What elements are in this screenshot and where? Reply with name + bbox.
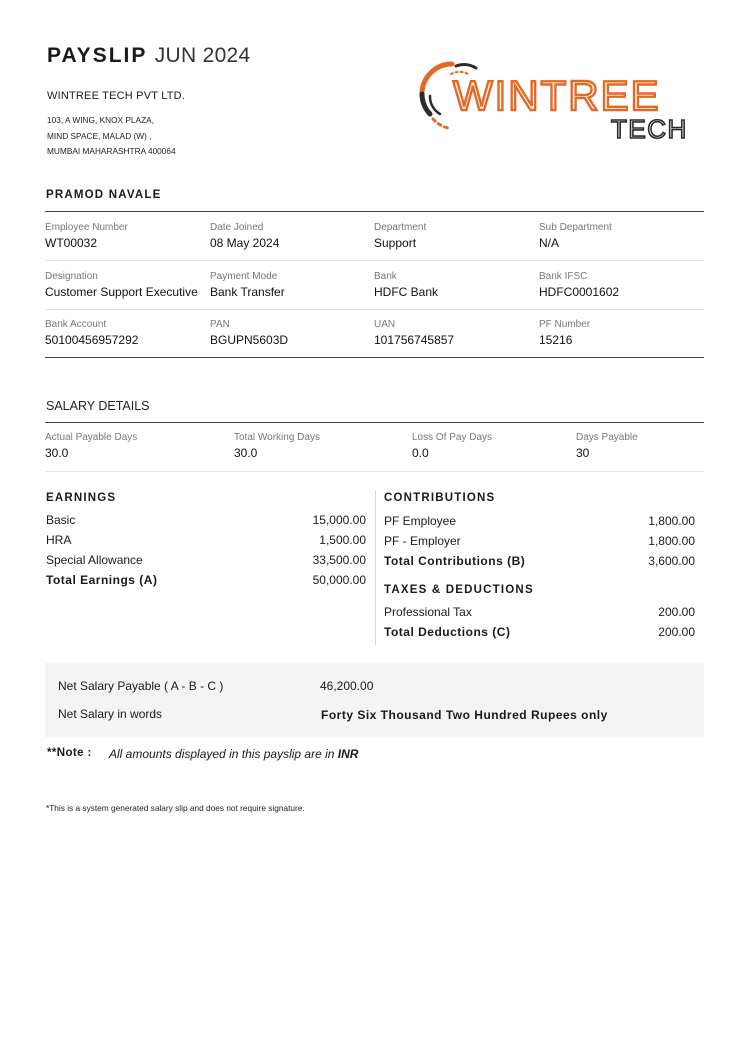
contribution-value-pf-employer: 1,800.00 (648, 534, 695, 548)
field-value: HDFC0001602 (539, 285, 620, 299)
field-label: Bank (374, 271, 397, 282)
field-value: WT00032 (45, 236, 98, 250)
field-pf-number (539, 319, 590, 347)
field-label: Actual Payable Days (45, 432, 138, 443)
earnings-title: EARNINGS (46, 492, 117, 504)
net-salary-box (45, 663, 704, 737)
field-label: PAN (210, 319, 230, 330)
field-pan (210, 319, 288, 347)
title-strong: PAYSLIP (47, 44, 148, 67)
deduction-value-professional-tax: 200.00 (658, 605, 695, 619)
divider (45, 260, 704, 261)
company-logo (418, 56, 708, 140)
field-value: Customer Support Executive (45, 285, 198, 299)
field-label: Loss Of Pay Days (412, 432, 493, 443)
total-earnings-value: 50,000.00 (312, 573, 366, 587)
earning-label-special: Special Allowance (46, 553, 143, 567)
field-value: 30.0 (45, 446, 69, 460)
field-department (374, 222, 426, 250)
footer-disclaimer: *This is a system generated salary slip and does not require signature. (46, 803, 305, 813)
title-month: JUN 2024 (154, 44, 251, 67)
field-value: 15216 (539, 333, 573, 347)
earning-value-special: 33,500.00 (312, 553, 366, 567)
field-value: 08 May 2024 (210, 236, 280, 250)
field-uan (374, 319, 454, 347)
field-label: Employee Number (45, 222, 128, 233)
field-label: Department (374, 222, 427, 233)
contribution-label-pf-employee: PF Employee (384, 514, 457, 528)
address-line-2: MIND SPACE, MALAD (W) , (47, 131, 152, 141)
field-bank (374, 271, 438, 299)
field-value: HDFC Bank (374, 285, 439, 299)
field-label: Designation (45, 271, 98, 282)
contribution-value-pf-employee: 1,800.00 (648, 514, 695, 528)
field-value: BGUPN5603D (210, 333, 289, 347)
employee-name: PRAMOD NAVALE (46, 189, 162, 201)
earning-value-basic: 15,000.00 (312, 513, 366, 527)
divider (45, 357, 704, 358)
field-actual-payable-days (45, 432, 137, 460)
field-value: 0.0 (412, 446, 429, 460)
contribution-label-pf-employer: PF - Employer (384, 534, 461, 548)
total-earnings-label: Total Earnings (A) (46, 573, 158, 587)
field-designation (45, 271, 198, 299)
note-body: All amounts displayed in this payslip are in (109, 747, 338, 761)
field-value: Support (374, 236, 417, 250)
field-sub-department (539, 222, 612, 250)
page-title (47, 44, 251, 68)
field-value: N/A (539, 236, 560, 250)
note-currency: INR (337, 747, 359, 761)
net-words-label: Net Salary in words (58, 707, 163, 721)
field-value: Bank Transfer (210, 285, 285, 299)
field-label: Days Payable (576, 432, 638, 443)
total-deductions-value: 200.00 (658, 625, 695, 639)
net-words-value: Forty Six Thousand Two Hundred Rupees only (321, 708, 608, 722)
total-contributions-value: 3,600.00 (648, 554, 695, 568)
field-label: Sub Department (539, 222, 612, 233)
logo-word: WINTREE (453, 72, 661, 119)
divider (45, 422, 704, 423)
divider (45, 211, 704, 212)
field-label: Payment Mode (210, 271, 278, 282)
net-payable-value: 46,200.00 (320, 679, 374, 693)
field-date-joined (210, 222, 279, 250)
logo-sub: TECH (611, 114, 688, 140)
field-total-working-days (234, 432, 320, 460)
field-value: 30.0 (234, 446, 258, 460)
field-label: Bank IFSC (539, 271, 588, 282)
company-name: WINTREE TECH PVT LTD. (47, 90, 186, 102)
field-loss-of-pay-days (412, 432, 492, 460)
divider (45, 471, 704, 472)
field-label: PF Number (539, 319, 591, 330)
field-bank-account (45, 319, 138, 347)
field-label: Total Working Days (234, 432, 320, 443)
field-value: 101756745857 (374, 333, 455, 347)
total-contributions-label: Total Contributions (B) (384, 554, 526, 568)
note-key: **Note : (47, 747, 92, 759)
field-label: Date Joined (210, 222, 264, 233)
field-employee-number (45, 222, 128, 250)
deduction-label-professional-tax: Professional Tax (384, 605, 472, 619)
field-value: 50100456957292 (45, 333, 139, 347)
earning-value-hra: 1,500.00 (319, 533, 366, 547)
field-bank-ifsc (539, 271, 619, 299)
column-divider (375, 490, 376, 645)
salary-details-title: SALARY DETAILS (46, 399, 150, 413)
divider (45, 309, 704, 310)
contributions-title: CONTRIBUTIONS (384, 492, 496, 504)
earning-label-hra: HRA (46, 533, 72, 547)
earning-label-basic: Basic (46, 513, 76, 527)
field-label: Bank Account (45, 319, 107, 330)
field-days-payable (576, 432, 638, 460)
address-line-1: 103, A WING, KNOX PLAZA, (47, 115, 154, 125)
field-value: 30 (576, 446, 590, 460)
deductions-title: TAXES & DEDUCTIONS (384, 584, 534, 596)
note-text (109, 747, 358, 761)
address-line-3: MUMBAI MAHARASHTRA 400064 (47, 146, 176, 156)
total-deductions-label: Total Deductions (C) (384, 625, 511, 639)
field-payment-mode (210, 271, 285, 299)
net-payable-label: Net Salary Payable ( A - B - C ) (58, 679, 224, 693)
field-label: UAN (374, 319, 396, 330)
